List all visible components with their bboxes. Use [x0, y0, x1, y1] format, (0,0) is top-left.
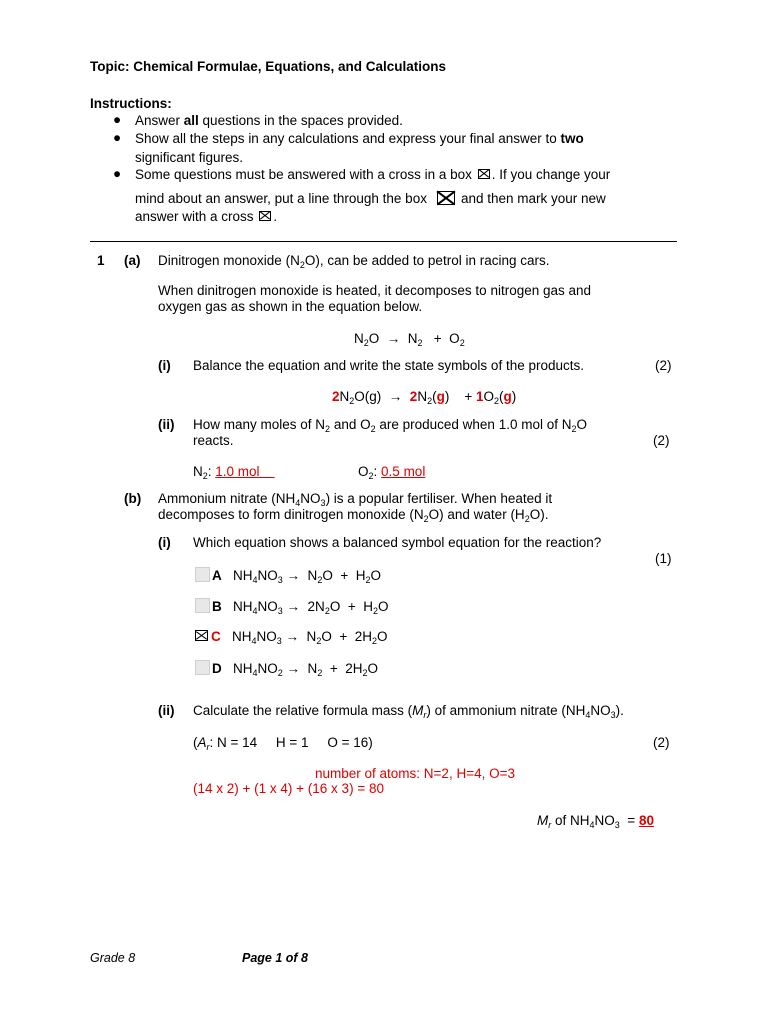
q1a-i-marks: (2): [655, 358, 672, 373]
crossed-checkbox-icon[interactable]: [195, 630, 208, 641]
q1b-ii-label: (ii): [158, 703, 175, 718]
unbalanced-equation: $N_2O \to N_2 + O_2$: [354, 331, 465, 348]
q1a-ii-text-cont: reacts.: [193, 433, 234, 448]
n2-answer-row: $N_2$: 1.0 mol: [193, 464, 260, 481]
checkbox-icon[interactable]: [195, 567, 210, 582]
q1a-i-label: (i): [158, 358, 171, 373]
q1a-ii-label: (ii): [158, 417, 175, 432]
q1b-ii-marks: (2): [653, 735, 670, 750]
q1b-line1: Ammonium nitrate $(NH_4NO_3)$ is a popular fertiliser. When heated it: [158, 491, 553, 508]
instruction-3: Some questions must be answered with a cross in a box . If you change your: [135, 167, 611, 182]
footer-page: Page 1 of 8: [242, 951, 308, 965]
bullet-1: ●: [113, 112, 122, 127]
mr-answer: 80: [638, 813, 654, 828]
option-b[interactable]: B $NH_4NO_3 \to 2N_2O + H_2O$: [195, 598, 389, 614]
working-line1: number of atoms: N=2, H=4, O=3: [315, 766, 515, 781]
q1a-heated-line2: oxygen gas as shown in the equation below.: [158, 299, 423, 314]
divider: [90, 241, 677, 242]
instruction-3-cont: mind about an answer, put a line through the box and then mark your new: [135, 191, 606, 206]
crossed-box-icon: [478, 169, 490, 179]
option-a[interactable]: A $NH_4NO_3 \to N_2O + H_2O$: [195, 567, 381, 583]
q1a-heated-line1: When dinitrogen monoxide is heated, it decomposes to nitrogen gas and: [158, 283, 592, 298]
n2-answer: 1.0 mol: [215, 464, 260, 479]
bullet-2: ●: [113, 130, 122, 145]
crossed-box-icon: [259, 211, 271, 221]
q1b-i-label: (i): [158, 535, 171, 550]
checkbox-icon[interactable]: [195, 598, 210, 613]
q1a-ii-text: How many moles of $N_2$ and $O_2$ are produced when 1.0 mol of $N_2O$: [193, 417, 588, 434]
instructions-heading: Instructions:: [90, 96, 172, 111]
question-number: 1: [97, 253, 105, 268]
q1b-i-text: Which equation shows a balanced symbol equation for the reaction?: [193, 535, 602, 550]
o2-answer-row: $O_2$: 0.5 mol: [358, 464, 426, 481]
instruction-3-cont2: answer with a cross .: [135, 209, 278, 224]
balanced-equation-answer: $2N_2O(g) \to 2N_2(g)$ + $1O_2(g)$: [332, 389, 517, 406]
instruction-2-cont: significant figures.: [135, 150, 244, 165]
struck-box-icon: [437, 191, 455, 205]
option-d[interactable]: D $NH_4NO_2 \to N_2 + 2H_2O$: [195, 660, 378, 676]
footer-grade: Grade 8: [90, 951, 136, 965]
working-line2: (14 x 2) + (1 x 4) + (16 x 3) = 80: [193, 781, 384, 796]
mr-answer-row: $M_r$ of $NH_4NO_3 = 80$: [537, 813, 654, 830]
o2-answer: 0.5 mol: [381, 464, 426, 479]
q1b-i-marks: (1): [655, 551, 672, 566]
part-b-label: (b): [124, 491, 142, 506]
checkbox-icon[interactable]: [195, 660, 210, 675]
instruction-1: Answer all questions in the spaces provided.: [135, 113, 403, 128]
option-c[interactable]: C $NH_4NO_3 \to N_2O + 2H_2O$: [195, 629, 388, 644]
ar-values: ($A_r$: N = 14 H = 1 O = 16): [193, 735, 373, 752]
part-a-label: (a): [124, 253, 141, 268]
q1a-ii-marks: (2): [653, 433, 670, 448]
topic-title: Topic: Chemical Formulae, Equations, and Calculations: [90, 59, 447, 74]
bullet-3: ●: [113, 166, 122, 181]
q1a-intro: Dinitrogen monoxide $(N_2O)$, can be added to petrol in racing cars.: [158, 253, 550, 270]
q1b-ii-text: Calculate the relative formula mass $(M_r)$ of ammonium nitrate $(NH_4NO_3)$.: [193, 703, 624, 720]
q1b-line2: decomposes to form dinitrogen monoxide $(N_2O)$ and water $(H_2O)$.: [158, 507, 549, 524]
q1a-i-text: Balance the equation and write the state symbols of the products.: [193, 358, 584, 373]
instruction-2: Show all the steps in any calculations and express your final answer to two: [135, 131, 584, 146]
